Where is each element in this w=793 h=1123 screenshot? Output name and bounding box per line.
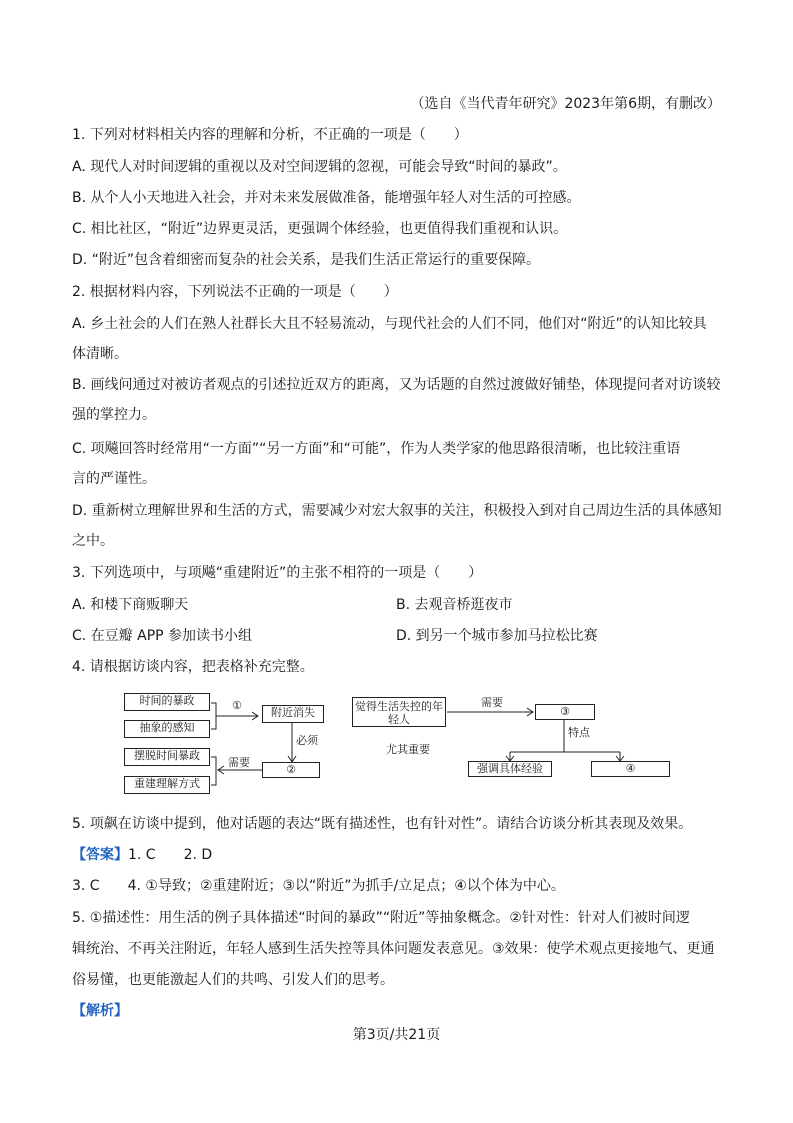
q5-stem: 5. 项飙在访谈中提到，他对话题的表达“既有描述性，也有针对性”。请结合访谈分析其表现及效果。 [72, 816, 693, 832]
q1-option-a: A. 现代人对时间逻辑的重视以及对空间逻辑的忽视，可能会导致“时间的暴政”。 [72, 159, 567, 175]
q3-stem: 3. 下列选项中，与项飚“重建附近”的主张不相符的一项是（ ） [72, 565, 483, 581]
q2-option-c-line1: C. 项飚回答时经常用“一方面”“另一方面”和“可能”，作为人类学家的他思路很清晰，也比较注重语 [72, 441, 681, 457]
q1-stem: 1. 下列对材料相关内容的理解和分析，不正确的一项是（ ） [72, 127, 468, 143]
answer-line-1 [72, 846, 212, 864]
q4-stem: 4. 请根据访谈内容，把表格补充完整。 [72, 659, 314, 675]
flow-box-time-tyranny: 时间的暴政 [124, 693, 210, 711]
answer-text-1: 1. C 2. D [128, 847, 213, 863]
answer-tag: 【答案】 [72, 847, 128, 863]
q1-option-d: D. “附近”包含着细密而复杂的社会关系，是我们生活正常运行的重要保障。 [72, 252, 541, 268]
analysis-tag: 【解析】 [72, 1003, 128, 1019]
flow-box-rebuild-understanding: 重建理解方式 [124, 776, 210, 794]
flow-box-blank-4: ④ [591, 761, 670, 777]
analysis-line [72, 1002, 128, 1020]
flow-box-youth: 觉得生活失控的年轻人 [352, 697, 446, 727]
flow-box-blank-2: ② [262, 762, 320, 778]
flow-box-abstract-perception: 抽象的感知 [124, 720, 210, 738]
q2-option-a-line1: A. 乡土社会的人们在熟人社群长大且不轻易流动，与现代社会的人们不同，他们对“附近”的认知比较具 [72, 316, 707, 332]
q3-option-b: B. 去观音桥逛夜市 [396, 597, 513, 613]
q2-option-c-line2: 言的严谨性。 [72, 471, 156, 487]
q2-option-b-line2: 强的掌控力。 [72, 407, 156, 423]
flow-label-especially-important: 尤其重要 [386, 743, 430, 756]
flow-label-need-right: 需要 [481, 696, 503, 709]
q2-option-b-line1: B. 画线问通过对被访者观点的引述拉近双方的距离，又为话题的自然过渡做好铺垫，体现提问者对访谈较 [72, 377, 721, 393]
answer-line-3: 5. ①描述性：用生活的例子具体描述“时间的暴政”“附近”等抽象概念。②针对性：针对人们被时间逻 [72, 910, 690, 926]
flow-box-concrete-experience: 强调具体经验 [468, 761, 552, 777]
answer-line-2: 3. C 4. ①导致；②重建附近；③以“附近”为抓手/立足点；④以个体为中心。 [72, 878, 565, 894]
q2-option-a-line2: 体清晰。 [72, 346, 128, 362]
flow-box-nearby-vanish: 附近消失 [262, 705, 324, 723]
flow-label-blank-1: ① [232, 699, 242, 712]
answer-line-5: 俗易懂，也更能激起人们的共鸣、引发人们的思考。 [72, 972, 394, 988]
q3-option-c: C. 在豆瓣 APP 参加读书小组 [72, 628, 253, 644]
source-citation: （选自《当代青年研究》2023年第6期，有删改） [410, 96, 721, 112]
q1-option-c: C. 相比社区，“附近”边界更灵活，更强调个体经验，也更值得我们重视和认识。 [72, 221, 568, 237]
q1-option-b: B. 从个人小天地进入社会，并对未来发展做准备，能增强年轻人对生活的可控感。 [72, 190, 581, 206]
page-footer: 第3页/共21页 [352, 1027, 441, 1043]
q3-option-a: A. 和楼下商贩聊天 [72, 597, 189, 613]
flow-box-blank-3: ③ [535, 704, 595, 720]
answer-line-4: 辑统治、不再关注附近，年轻人感到生活失控等具体问题发表意见。③效果：使学术观点更接地气、更通 [72, 941, 715, 957]
flow-label-feature: 特点 [568, 726, 590, 739]
q2-option-d-line2: 之中。 [72, 533, 114, 549]
flow-label-must: 必须 [296, 734, 318, 747]
q2-option-d-line1: D. 重新树立理解世界和生活的方式，需要减少对宏大叙事的关注，积极投入到对自己周边生活的具体感知 [72, 503, 722, 519]
flow-box-escape-tyranny: 摆脱时间暴政 [124, 748, 210, 766]
flow-label-need-left: 需要 [228, 756, 250, 769]
q2-stem: 2. 根据材料内容，下列说法不正确的一项是（ ） [72, 284, 398, 300]
q3-option-d: D. 到另一个城市参加马拉松比赛 [396, 628, 598, 644]
